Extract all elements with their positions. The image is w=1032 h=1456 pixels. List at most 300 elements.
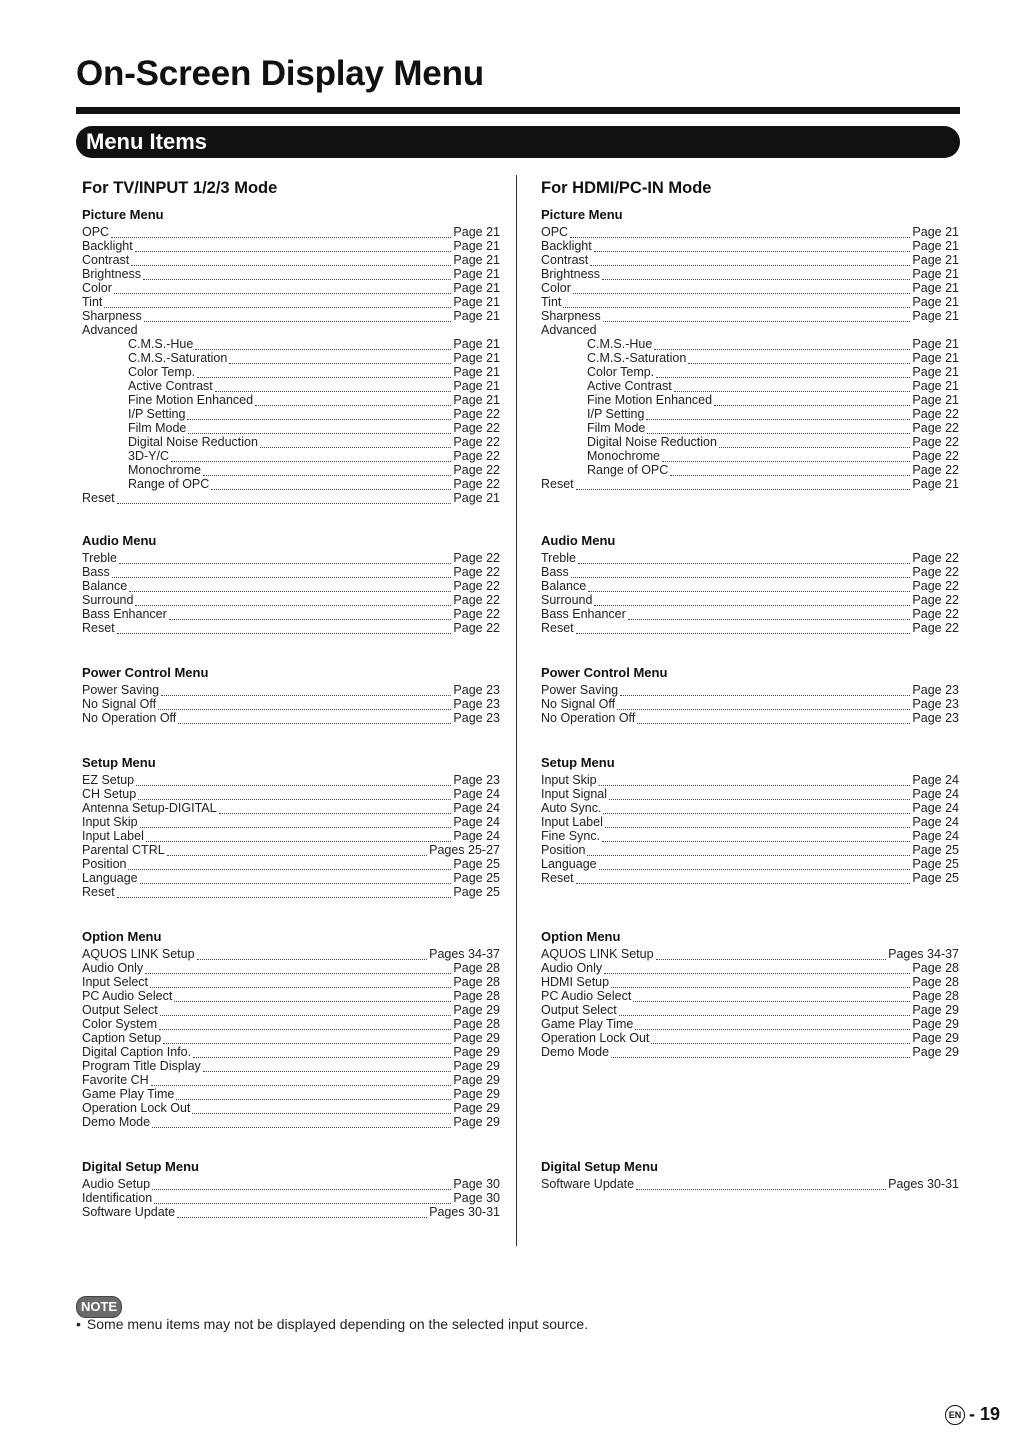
dot-leader xyxy=(602,269,910,280)
menu-item-label: Demo Mode xyxy=(541,1045,610,1059)
dot-leader xyxy=(603,311,911,322)
dot-leader xyxy=(620,685,910,696)
menu-section xyxy=(541,205,959,491)
menu-item-label: Color System xyxy=(82,1017,158,1031)
menu-item xyxy=(541,551,959,565)
menu-item xyxy=(82,435,500,449)
menu-item-label: Reset xyxy=(541,477,574,491)
menu-item xyxy=(82,579,500,593)
menu-item-page: Page 22 xyxy=(453,607,500,621)
menu-item xyxy=(82,697,500,711)
menu-item-page: Page 22 xyxy=(912,607,959,621)
menu-item xyxy=(82,1087,500,1101)
menu-section xyxy=(541,663,959,725)
menu-item-label: Backlight xyxy=(541,239,592,253)
menu-item-label: Sharpness xyxy=(541,309,601,323)
menu-item-label: Operation Lock Out xyxy=(541,1031,650,1045)
dot-leader xyxy=(171,451,451,462)
menu-item-label: Fine Motion Enhanced xyxy=(128,393,254,407)
menu-section xyxy=(541,1157,959,1191)
menu-item-label: Range of OPC xyxy=(128,477,210,491)
menu-item-page: Page 21 xyxy=(453,253,500,267)
dot-leader xyxy=(154,1193,451,1204)
menu-item-page: Page 21 xyxy=(453,393,500,407)
menu-item-label: Output Select xyxy=(541,1003,617,1017)
menu-title: Picture Menu xyxy=(82,207,164,222)
menu-item-list xyxy=(541,683,959,725)
menu-item-label: Digital Caption Info. xyxy=(82,1045,192,1059)
dot-leader xyxy=(609,789,910,800)
menu-title: Power Control Menu xyxy=(82,665,209,680)
dot-leader xyxy=(143,269,451,280)
menu-section xyxy=(541,927,959,1059)
menu-item-label: Bass Enhancer xyxy=(82,607,167,621)
menu-section xyxy=(82,927,500,1129)
dot-leader xyxy=(163,1033,451,1044)
menu-item xyxy=(541,565,959,579)
dot-leader xyxy=(117,887,452,898)
menu-item-page: Page 28 xyxy=(912,961,959,975)
language-en-icon: EN xyxy=(945,1405,965,1425)
menu-item-page: Page 21 xyxy=(453,337,500,351)
menu-item xyxy=(82,1031,500,1045)
menu-item-label: OPC xyxy=(82,225,110,239)
menu-item-label: Power Saving xyxy=(541,683,619,697)
menu-title: Option Menu xyxy=(541,929,621,944)
menu-item-page: Page 21 xyxy=(453,365,500,379)
menu-item xyxy=(541,607,959,621)
menu-item-page: Page 21 xyxy=(453,281,500,295)
menu-item xyxy=(541,463,959,477)
menu-item xyxy=(541,1003,959,1017)
menu-item-list xyxy=(541,1177,959,1191)
dot-leader xyxy=(611,977,910,988)
menu-item xyxy=(82,829,500,843)
menu-item-page: Page 21 xyxy=(912,477,959,491)
dot-leader xyxy=(637,713,910,724)
note-text xyxy=(76,1316,588,1332)
menu-title: Setup Menu xyxy=(82,755,156,770)
menu-item-page: Page 29 xyxy=(453,1003,500,1017)
menu-item xyxy=(82,961,500,975)
dot-leader xyxy=(656,367,910,378)
dot-leader xyxy=(219,803,452,814)
menu-item-page: Page 22 xyxy=(912,421,959,435)
menu-section xyxy=(82,1157,500,1219)
menu-item xyxy=(541,975,959,989)
menu-item-page: Page 22 xyxy=(453,477,500,491)
menu-item-page: Page 29 xyxy=(453,1059,500,1073)
menu-item xyxy=(541,621,959,635)
title-rule xyxy=(76,107,960,114)
menu-item-list xyxy=(541,773,959,885)
menu-item xyxy=(541,1031,959,1045)
menu-item-label: Monochrome xyxy=(128,463,201,477)
menu-item-page: Page 28 xyxy=(453,1017,500,1031)
menu-item-label: I/P Setting xyxy=(128,407,186,421)
dot-leader xyxy=(215,381,452,392)
menu-item-page: Page 22 xyxy=(453,449,500,463)
menu-item-label: HDMI Setup xyxy=(541,975,610,989)
menu-item-list xyxy=(82,773,500,899)
menu-section xyxy=(541,531,959,635)
menu-item-label: Backlight xyxy=(82,239,133,253)
dot-leader xyxy=(688,353,910,364)
dot-leader xyxy=(151,1075,452,1086)
menu-item-label: Audio Only xyxy=(541,961,603,975)
dot-leader xyxy=(203,1061,452,1072)
menu-item-page: Page 22 xyxy=(912,463,959,477)
dot-leader xyxy=(152,1179,451,1190)
menu-item-page: Page 22 xyxy=(453,463,500,477)
menu-item-label: CH Setup xyxy=(82,787,137,801)
menu-item xyxy=(82,947,500,961)
dot-leader xyxy=(594,595,910,606)
menu-item xyxy=(82,1003,500,1017)
menu-title: Audio Menu xyxy=(82,533,157,548)
menu-item-page: Page 24 xyxy=(912,829,959,843)
menu-item xyxy=(541,787,959,801)
menu-item xyxy=(82,773,500,787)
menu-item-page: Page 30 xyxy=(453,1177,500,1191)
menu-item-page: Page 23 xyxy=(453,711,500,725)
menu-item-page: Page 28 xyxy=(453,961,500,975)
menu-item-label: Range of OPC xyxy=(587,463,669,477)
dot-leader xyxy=(651,1033,910,1044)
menu-item-page: Page 29 xyxy=(912,1003,959,1017)
menu-item xyxy=(82,477,500,491)
menu-item-page: Page 22 xyxy=(912,551,959,565)
menu-item xyxy=(82,281,500,295)
menu-item xyxy=(82,607,500,621)
menu-item xyxy=(82,449,500,463)
dot-leader xyxy=(719,437,910,448)
dot-leader xyxy=(260,437,451,448)
menu-item xyxy=(541,711,959,725)
menu-item xyxy=(82,267,500,281)
menu-item-page: Page 29 xyxy=(912,1017,959,1031)
menu-item xyxy=(82,1045,500,1059)
menu-item-label: Program Title Display xyxy=(82,1059,201,1073)
menu-item-label: C.M.S.-Saturation xyxy=(587,351,687,365)
menu-item-label: 3D-Y/C xyxy=(128,449,169,463)
page-footer xyxy=(945,1404,1000,1425)
menu-item-page: Page 21 xyxy=(912,379,959,393)
dot-leader xyxy=(674,381,911,392)
menu-item-label: Language xyxy=(82,871,138,885)
dot-leader xyxy=(662,451,910,462)
note-body: Some menu items may not be displayed depending on the selected input source. xyxy=(86,1316,589,1332)
menu-item-page: Page 21 xyxy=(912,239,959,253)
menu-item-label: Advanced xyxy=(82,323,138,337)
dot-leader xyxy=(114,283,452,294)
menu-item-page: Page 24 xyxy=(453,829,500,843)
menu-item-page: Page 21 xyxy=(453,295,500,309)
dot-leader xyxy=(605,817,911,828)
menu-item xyxy=(82,1177,500,1191)
menu-item xyxy=(541,593,959,607)
menu-section xyxy=(541,753,959,885)
menu-item xyxy=(82,239,500,253)
menu-item xyxy=(82,421,500,435)
menu-item xyxy=(82,491,500,505)
menu-item xyxy=(82,711,500,725)
dot-leader xyxy=(135,595,451,606)
mode-title: For TV/INPUT 1/2/3 Mode xyxy=(82,179,278,197)
menu-item-page: Page 29 xyxy=(912,1045,959,1059)
menu-item xyxy=(541,989,959,1003)
menu-section xyxy=(82,753,500,899)
menu-item xyxy=(82,989,500,1003)
menu-item-page: Page 22 xyxy=(453,565,500,579)
menu-item-page: Page 29 xyxy=(912,1031,959,1045)
menu-item-label: No Operation Off xyxy=(82,711,177,725)
menu-item xyxy=(82,309,500,323)
menu-item-list xyxy=(82,551,500,635)
menu-item-page: Page 22 xyxy=(453,421,500,435)
menu-item-label: Favorite CH xyxy=(82,1073,149,1087)
menu-item xyxy=(541,773,959,787)
dot-leader xyxy=(128,859,451,870)
menu-item xyxy=(82,463,500,477)
menu-item xyxy=(82,787,500,801)
menu-item-label: Reset xyxy=(541,621,574,635)
menu-item xyxy=(82,1101,500,1115)
menu-item xyxy=(82,407,500,421)
menu-item xyxy=(82,1017,500,1031)
menu-item-page: Page 23 xyxy=(912,711,959,725)
menu-item xyxy=(82,1059,500,1073)
menu-item-page: Page 22 xyxy=(912,621,959,635)
menu-item-page: Page 24 xyxy=(453,801,500,815)
menu-item xyxy=(541,697,959,711)
menu-item xyxy=(82,1191,500,1205)
menu-item-page: Page 28 xyxy=(453,989,500,1003)
menu-item xyxy=(82,393,500,407)
menu-item-page: Pages 25-27 xyxy=(429,843,500,857)
right-column xyxy=(541,176,959,1191)
menu-item-label: PC Audio Select xyxy=(541,989,632,1003)
menu-item xyxy=(82,683,500,697)
menu-item-label: Reset xyxy=(82,621,115,635)
menu-item-label: Reset xyxy=(82,491,115,505)
menu-item-label: OPC xyxy=(541,225,569,239)
menu-item-label: Caption Setup xyxy=(82,1031,162,1045)
menu-item xyxy=(82,857,500,871)
menu-item xyxy=(541,801,959,815)
menu-item-page: Page 23 xyxy=(453,697,500,711)
menu-item-label: Parental CTRL xyxy=(82,843,165,857)
menu-item-label: Balance xyxy=(541,579,587,593)
menu-item-page: Page 28 xyxy=(912,989,959,1003)
menu-item xyxy=(82,365,500,379)
menu-item-page: Page 25 xyxy=(912,871,959,885)
menu-item-page: Page 23 xyxy=(453,683,500,697)
menu-section xyxy=(82,531,500,635)
menu-item xyxy=(82,351,500,365)
menu-item-page: Page 21 xyxy=(912,351,959,365)
menu-item xyxy=(82,1115,500,1129)
menu-item-label: Input Skip xyxy=(82,815,138,829)
dot-leader xyxy=(654,339,910,350)
menu-item xyxy=(541,961,959,975)
menu-item-page: Page 24 xyxy=(453,787,500,801)
menu-item-label: Antenna Setup-DIGITAL xyxy=(82,801,217,815)
menu-item-page: Page 25 xyxy=(912,843,959,857)
menu-item-label: Game Play Time xyxy=(541,1017,634,1031)
menu-item xyxy=(541,435,959,449)
menu-item-page: Page 21 xyxy=(453,351,500,365)
menu-item-label: AQUOS LINK Setup xyxy=(541,947,654,961)
dot-leader xyxy=(136,775,451,786)
menu-item-label: No Signal Off xyxy=(82,697,157,711)
menu-item-page: Page 21 xyxy=(453,491,500,505)
menu-item-label: C.M.S.-Hue xyxy=(128,337,194,351)
dot-leader xyxy=(633,991,910,1002)
menu-item xyxy=(541,947,959,961)
menu-item-label: Fine Motion Enhanced xyxy=(587,393,713,407)
menu-item-page: Page 28 xyxy=(912,975,959,989)
dot-leader xyxy=(117,623,452,634)
dot-leader xyxy=(177,1207,427,1218)
menu-item xyxy=(541,379,959,393)
menu-item xyxy=(82,593,500,607)
menu-item-page: Page 22 xyxy=(453,579,500,593)
menu-item-label: Digital Noise Reduction xyxy=(128,435,258,449)
menu-item-label: Bass xyxy=(541,565,569,579)
dot-leader xyxy=(203,465,451,476)
menu-item xyxy=(82,975,500,989)
menu-item-label: Auto Sync. xyxy=(541,801,602,815)
menu-item-label: AQUOS LINK Setup xyxy=(82,947,195,961)
menu-item-label: Input Select xyxy=(82,975,149,989)
menu-item xyxy=(541,351,959,365)
menu-item xyxy=(541,407,959,421)
page-number: - 19 xyxy=(968,1404,1000,1424)
menu-item-label: Balance xyxy=(82,579,128,593)
left-column xyxy=(82,176,500,1219)
menu-item-page: Page 21 xyxy=(453,239,500,253)
menu-item-label: C.M.S.-Hue xyxy=(587,337,653,351)
menu-item-page: Page 21 xyxy=(912,253,959,267)
menu-item xyxy=(541,295,959,309)
menu-item-label: Tint xyxy=(541,295,562,309)
menu-item-page: Page 22 xyxy=(453,407,500,421)
menu-item-page: Page 24 xyxy=(912,801,959,815)
menu-item-page: Page 24 xyxy=(912,815,959,829)
menu-item-page: Page 22 xyxy=(453,593,500,607)
menu-item xyxy=(541,579,959,593)
dot-leader xyxy=(714,395,910,406)
menu-item xyxy=(541,225,959,239)
menu-item xyxy=(541,449,959,463)
menu-item xyxy=(541,829,959,843)
menu-item-page: Page 22 xyxy=(912,435,959,449)
dot-leader xyxy=(602,831,910,842)
dot-leader xyxy=(195,339,451,350)
dot-leader xyxy=(104,297,451,308)
dot-leader xyxy=(174,991,451,1002)
menu-section xyxy=(82,663,500,725)
menu-item xyxy=(82,323,500,337)
dot-leader xyxy=(161,685,451,696)
menu-item-label: I/P Setting xyxy=(587,407,645,421)
menu-title: Digital Setup Menu xyxy=(82,1159,199,1174)
menu-item-label: Audio Setup xyxy=(82,1177,151,1191)
menu-item-page: Page 29 xyxy=(453,1115,500,1129)
menu-item-list xyxy=(541,225,959,491)
menu-item-label: Brightness xyxy=(82,267,142,281)
menu-title: Power Control Menu xyxy=(541,665,668,680)
dot-leader xyxy=(590,255,910,266)
menu-item-list xyxy=(541,551,959,635)
menu-item xyxy=(82,843,500,857)
menu-item-page: Page 24 xyxy=(912,787,959,801)
dot-leader xyxy=(152,1117,451,1128)
menu-title: Digital Setup Menu xyxy=(541,1159,658,1174)
menu-item-label: Position xyxy=(541,843,586,857)
menu-item-label: Fine Sync. xyxy=(541,829,601,843)
menu-item-page: Page 21 xyxy=(912,225,959,239)
menu-item xyxy=(82,225,500,239)
menu-title: Option Menu xyxy=(82,929,162,944)
menu-item-page: Page 29 xyxy=(453,1031,500,1045)
menu-item-label: Power Saving xyxy=(82,683,160,697)
menu-item-page: Page 21 xyxy=(912,393,959,407)
menu-item-label: Input Skip xyxy=(541,773,597,787)
dot-leader xyxy=(192,1103,451,1114)
menu-title: Setup Menu xyxy=(541,755,615,770)
menu-item xyxy=(82,1073,500,1087)
dot-leader xyxy=(131,255,451,266)
menu-item-label: Color xyxy=(82,281,112,295)
dot-leader xyxy=(576,479,911,490)
section-banner: Menu Items xyxy=(76,126,960,158)
menu-item-page: Page 22 xyxy=(912,593,959,607)
menu-item xyxy=(82,801,500,815)
dot-leader xyxy=(135,241,452,252)
menu-item-label: Surround xyxy=(541,593,593,607)
menu-item xyxy=(82,621,500,635)
dot-leader xyxy=(646,409,910,420)
note-bullet: • xyxy=(76,1316,81,1332)
menu-item xyxy=(541,1045,959,1059)
menu-item-page: Page 21 xyxy=(453,267,500,281)
menu-item-page: Page 23 xyxy=(912,683,959,697)
menu-item-label: C.M.S.-Saturation xyxy=(128,351,228,365)
column-divider xyxy=(516,175,517,1246)
dot-leader xyxy=(617,699,910,710)
dot-leader xyxy=(119,553,451,564)
dot-leader xyxy=(160,1005,452,1016)
dot-leader xyxy=(112,567,452,578)
menu-item-label: Output Select xyxy=(82,1003,158,1017)
menu-item-page: Page 21 xyxy=(912,295,959,309)
menu-item-label: Reset xyxy=(82,885,115,899)
menu-item-label: Audio Only xyxy=(82,961,144,975)
dot-leader xyxy=(229,353,451,364)
menu-item-label: No Operation Off xyxy=(541,711,636,725)
dot-leader xyxy=(140,873,452,884)
dot-leader xyxy=(140,817,452,828)
menu-item xyxy=(541,843,959,857)
menu-item-label: Input Label xyxy=(541,815,603,829)
menu-item-label: Active Contrast xyxy=(128,379,213,393)
dot-leader xyxy=(197,367,451,378)
dot-leader xyxy=(159,1019,451,1030)
dot-leader xyxy=(197,949,428,960)
menu-item-page: Pages 34-37 xyxy=(429,947,500,961)
